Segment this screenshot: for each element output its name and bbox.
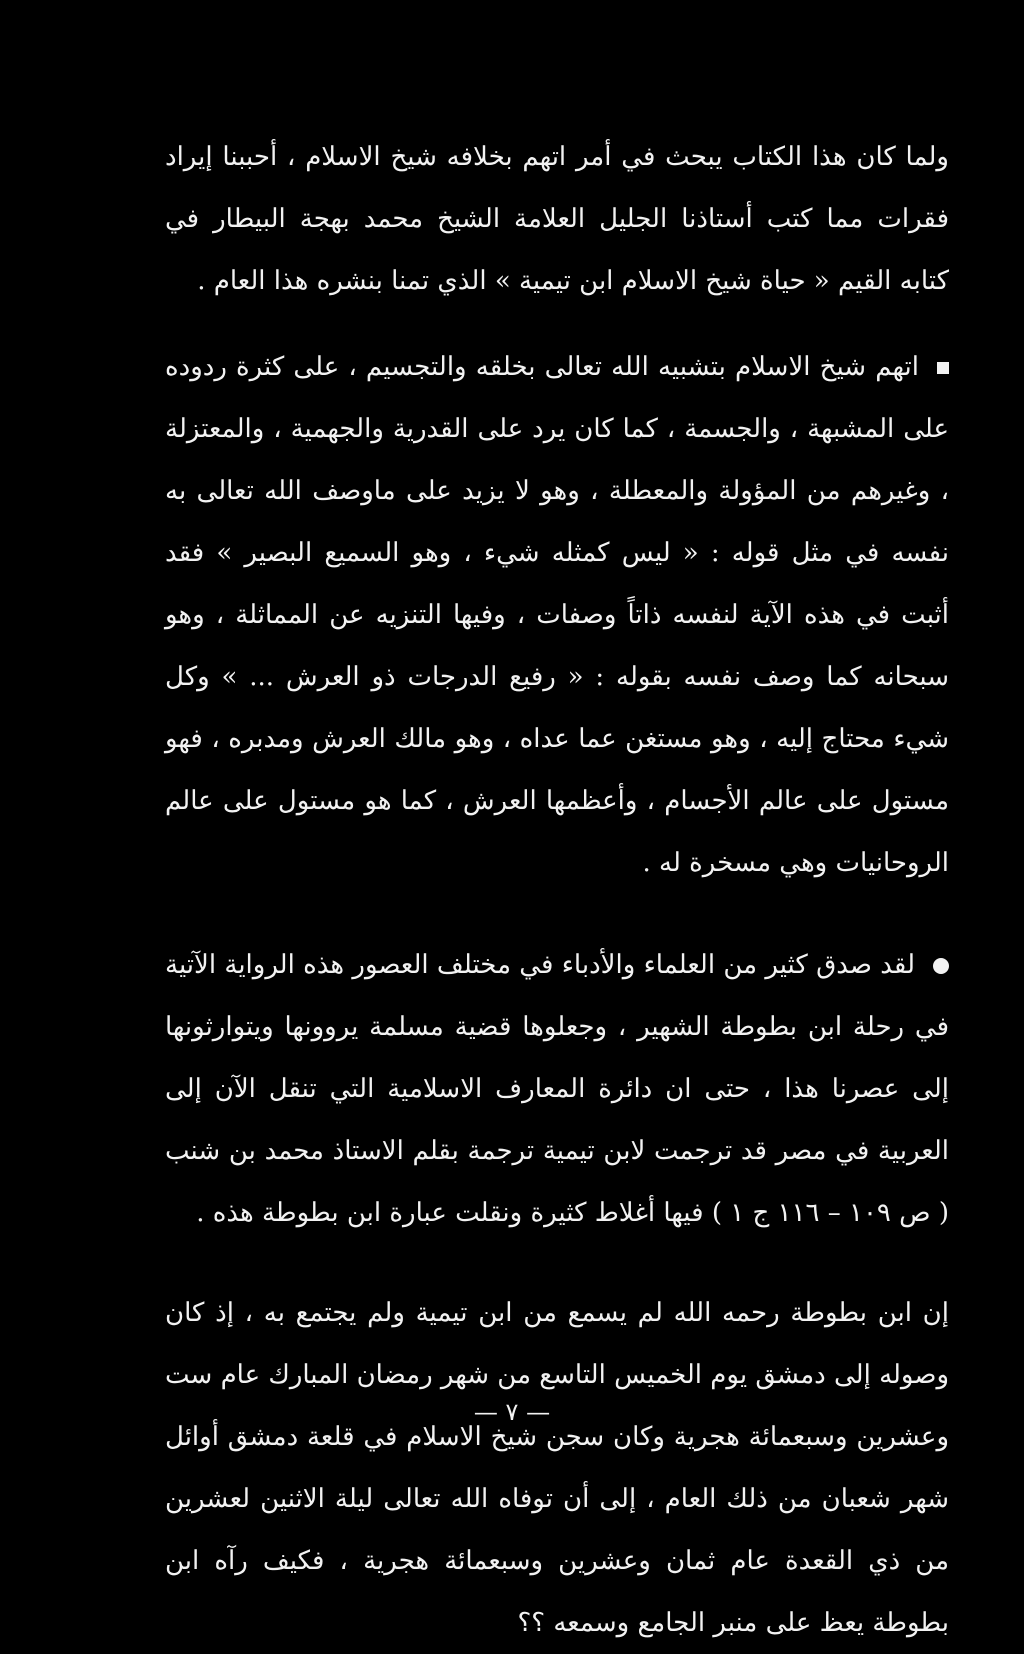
square-bullet-icon: [937, 362, 949, 374]
paragraph-travel-account-text: لقد صدق كثير من العلماء والأدباء في مختلف العصور هذه الرواية الآتية في رحلة ابن بطوطة الشهير ، وجعلوها قضية مسلمة يروونها ويتوارثونها إلى عصرنا هذا ، حتى ان دائرة المعارف الاسلامية التي تنقل الآن إلى العربية في مصر قد ترجمت لابن تيمية ترجمة بقلم الاستاذ محمد بن شنب ( ص ١٠٩ – ١١٦ ج ١ ) فيها أغلاط كثيرة ونقلت عبارة ابن بطوطة هذه .: [165, 950, 949, 1228]
paragraph-accusation-text: اتهم شيخ الاسلام بتشبيه الله تعالى بخلقه والتجسيم ، على كثرة ردوده على المشبهة ، والجسمة ، كما كان يرد على القدرية والجهمية ، والمعتزلة ، وغيرهم من المؤولة والمعطلة ، وهو لا يزيد على ماوصف الله تعالى به نفسه في مثل قوله : « ليس كمثله شيء ، وهو السميع البصير » فقد أثبت في هذه الآية لنفسه ذاتاً وصفات ، وفيها التنزيه عن المماثلة ، وهو سبحانه كما وصف نفسه بقوله : « رفيع الدرجات ذو العرش ... » وكل شيء محتاج إليه ، وهو مستغن عما عداه ، وهو مالك العرش ومدبره ، فهو مستول على عالم الأجسام ، وأعظمها العرش ، كما هو مستول على عالم الروحانيات وهي مسخرة له .: [165, 352, 949, 878]
paragraph-refutation-text: إن ابن بطوطة رحمه الله لم يسمع من ابن تيمية ولم يجتمع به ، إذ كان وصوله إلى دمشق يوم الخميس التاسع من شهر رمضان المبارك عام ست وعشرين وسبعمائة هجرية وكان سجن شيخ الاسلام في قلعة دمشق أوائل شهر شعبان من ذلك العام ، إلى أن توفاه الله تعالى ليلة الاثنين لعشرين من ذي القعدة عام ثمان وعشرين وسبعمائة هجرية ، فكيف رآه ابن بطوطة يعظ على منبر الجامع وسمعه ؟؟: [165, 1298, 949, 1638]
paragraph-refutation: [165, 1282, 949, 1654]
paragraph-accusation: [165, 336, 949, 894]
paragraph-travel-account: [165, 934, 949, 1244]
circle-bullet-icon: [933, 958, 949, 974]
paragraph-intro: [165, 126, 949, 312]
page-number: — ٧ —: [473, 1398, 551, 1426]
paragraph-intro-text: ولما كان هذا الكتاب يبحث في أمر اتهم بخلافه شيخ الاسلام ، أحببنا إيراد فقرات مما كتب أستاذنا الجليل العلامة الشيخ محمد بهجة البيطار في كتابه القيم « حياة شيخ الاسلام ابن تيمية » الذي تمنا بنشره هذا العام .: [165, 142, 949, 296]
